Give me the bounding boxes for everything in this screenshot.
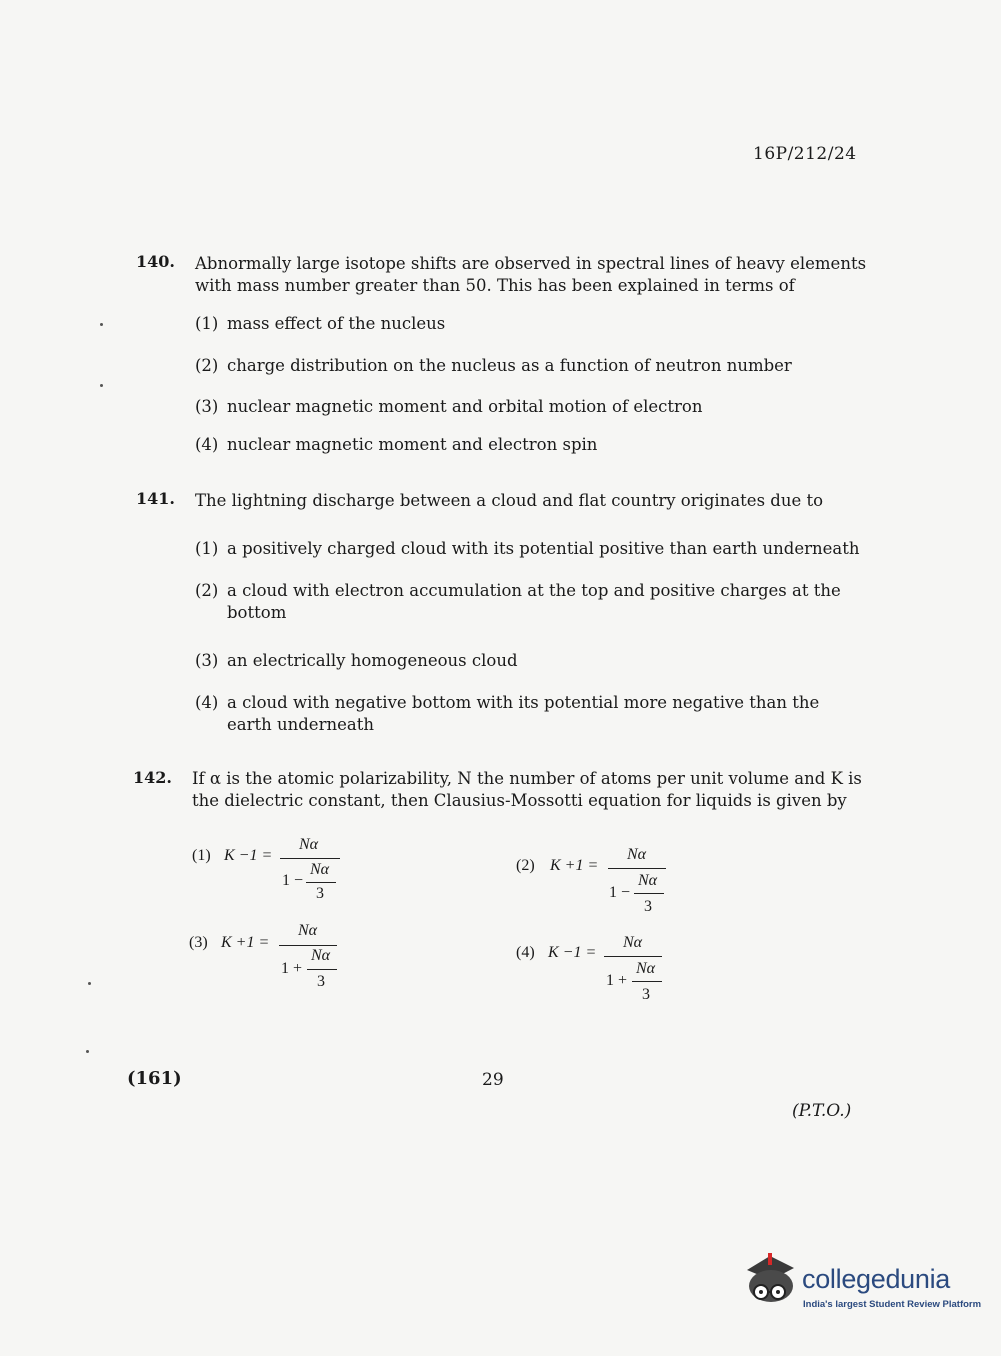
formula-denominator-prefix: 1 − <box>609 884 631 901</box>
booklet-code: (161) <box>127 1068 182 1089</box>
option-item <box>195 580 867 624</box>
watermark-tagline: India's largest Student Review Platform <box>803 1299 982 1310</box>
option-text: nuclear magnetic moment and orbital motion of electron <box>227 397 703 416</box>
formula-option <box>192 836 352 906</box>
option-item <box>195 692 867 736</box>
formula-denominator-prefix: 1 + <box>281 960 303 977</box>
formula-numerator: Nα <box>299 836 319 853</box>
formula-inner-denominator: 3 <box>644 898 652 915</box>
formula-inner-denominator: 3 <box>317 973 325 990</box>
formula-inner-numerator: Nα <box>636 960 656 977</box>
option-number: (3) <box>189 934 208 951</box>
option-number: (2) <box>195 581 219 600</box>
page-number: 29 <box>482 1070 504 1090</box>
formula-inner-numerator: Nα <box>638 872 658 889</box>
option-number: (4) <box>195 693 219 712</box>
option-number: (4) <box>516 944 535 961</box>
formula-numerator: Nα <box>627 846 647 863</box>
option-item <box>195 313 445 335</box>
option-item <box>195 538 867 560</box>
option-text: charge distribution on the nucleus as a function of neutron number <box>227 356 792 375</box>
option-number: (4) <box>195 435 219 454</box>
formula-denominator-prefix: 1 − <box>282 872 304 889</box>
question-text: If α is the atomic polarizability, N the number of atoms per unit volume and K is the dielectric constant, then Clausius-Mossotti equation for liquids is given by <box>192 769 862 810</box>
option-item <box>195 355 792 377</box>
option-item <box>195 434 597 456</box>
collegedunia-logo-icon <box>742 1250 800 1310</box>
fraction-bar <box>604 956 662 957</box>
formula-lhs: K +1 = <box>221 934 270 951</box>
formula-lhs: K +1 = <box>550 857 599 874</box>
formula-numerator: Nα <box>298 922 318 939</box>
formula-inner-denominator: 3 <box>642 986 650 1003</box>
option-number: (3) <box>195 397 219 416</box>
option-number: (1) <box>195 539 219 558</box>
scan-speck <box>100 384 103 387</box>
option-number: (2) <box>195 356 219 375</box>
formula-option <box>516 934 676 1008</box>
option-text: an electrically homogeneous cloud <box>227 651 518 670</box>
pto-label: (P.T.O.) <box>792 1101 852 1121</box>
option-text: a cloud with electron accumulation at the top and positive charges at the bottom <box>227 581 841 622</box>
option-item <box>195 396 702 418</box>
scan-speck <box>86 1050 89 1053</box>
fraction-bar <box>632 981 662 982</box>
option-text: nuclear magnetic moment and electron spin <box>227 435 598 454</box>
option-text: mass effect of the nucleus <box>227 314 446 333</box>
formula-option <box>189 922 349 992</box>
formula-numerator: Nα <box>623 934 643 951</box>
formula-lhs: K −1 = <box>224 847 273 864</box>
fraction-bar <box>306 882 336 883</box>
question-number: 141. <box>136 489 175 508</box>
formula-inner-denominator: 3 <box>316 885 324 902</box>
option-text: a positively charged cloud with its potential positive than earth underneath <box>227 539 860 558</box>
option-number: (2) <box>516 857 535 874</box>
fraction-bar <box>608 868 666 869</box>
formula-denominator-prefix: 1 + <box>606 972 628 989</box>
scan-speck <box>100 323 103 326</box>
option-number: (1) <box>192 847 211 864</box>
fraction-bar <box>280 858 340 859</box>
question-text: The lightning discharge between a cloud and flat country originates due to <box>195 491 824 510</box>
formula-inner-numerator: Nα <box>311 947 331 964</box>
question-number: 142. <box>133 768 172 787</box>
scan-speck <box>88 982 91 985</box>
option-number: (1) <box>195 314 219 333</box>
paper-code: 16P/212/24 <box>753 144 857 164</box>
question-text: Abnormally large isotope shifts are observed in spectral lines of heavy elements with mass number greater than 50. This has been explained in terms of <box>195 254 867 295</box>
fraction-bar <box>634 893 664 894</box>
option-item <box>195 650 518 672</box>
fraction-bar <box>307 969 337 970</box>
fraction-bar <box>279 945 337 946</box>
formula-option <box>516 846 676 920</box>
formula-lhs: K −1 = <box>548 944 597 961</box>
watermark-brand: collegedunia <box>802 1264 951 1294</box>
option-number: (3) <box>195 651 219 670</box>
formula-inner-numerator: Nα <box>310 861 330 878</box>
question-number: 140. <box>136 252 175 271</box>
option-text: a cloud with negative bottom with its potential more negative than the earth underneath <box>227 693 820 734</box>
